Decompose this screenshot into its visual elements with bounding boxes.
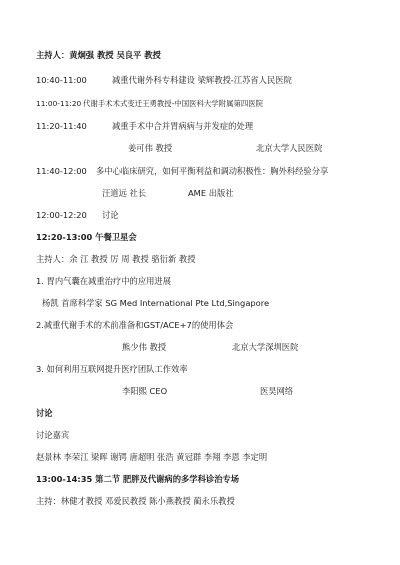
agenda-row [36, 210, 119, 221]
speaker-row [122, 342, 298, 353]
agenda-text: 减重代谢外科专科建设 梁辉教授-江苏省人民医院 [112, 75, 292, 85]
agenda-time: 11:20-11:40 [36, 121, 87, 131]
speaker-row [128, 143, 322, 154]
talk-title: 1. 胃内气囊在减重治疗中的应用进展 [36, 276, 172, 286]
speaker-row [102, 188, 234, 199]
agenda-text: 讨论 [102, 210, 119, 220]
speaker-row [122, 386, 293, 397]
speaker-org: 北京大学人民医院 [256, 143, 323, 153]
lunch-host: 主持人：余 江 教授 厉 周 教授 骆衍新 教授 [36, 254, 196, 264]
agenda-row [36, 166, 328, 177]
discussion-guests-label: 讨论嘉宾 [36, 430, 70, 440]
speaker-name: 汪道远 社长 [102, 188, 147, 198]
agenda-time: 12:00-12:20 [36, 210, 87, 220]
lunch-title: 12:20-13:00 午餐卫星会 [36, 232, 137, 242]
speaker-org: AME 出版社 [188, 188, 234, 198]
speaker-org: 医昊网络 [260, 386, 294, 396]
agenda-time: 11:40-12:00 [36, 166, 87, 176]
agenda-text: 减重手术中合并胃病病与并发症的处理 [112, 121, 254, 131]
session1-host: 主持人：黄炯强 教授 吴良平 教授 [36, 50, 161, 60]
agenda-text: 代谢手术术式变迁王勇教授-中国医科大学附属第四医院 [83, 99, 264, 108]
speaker-name: 熊少伟 教授 [122, 342, 167, 352]
session2-title: 13:00-14:35 第二节 肥胖及代谢病的多学科诊治专场 [36, 474, 240, 484]
talk-title: 3. 如何利用互联网提升医疗团队工作效率 [36, 364, 188, 374]
speaker-name: 李阳熙 CEO [122, 386, 168, 396]
talk-title: 2.减重代谢手术的术前准备和GST/ACE+7的使用体会 [36, 320, 234, 330]
agenda-time: 11:00-11:20 [36, 99, 82, 108]
agenda-row [36, 75, 292, 86]
speaker-org: 北京大学深圳医院 [232, 342, 299, 352]
discussion-guests: 赵景林 李荣江 梁晖 谢锷 唐超明 张浩 黄冠群 李翔 李恩 李定明 [36, 452, 268, 462]
agenda-text: 多中心临床研究，如何平衡利益和调动积极性：胸外科经验分享 [96, 166, 329, 176]
agenda-row [36, 98, 263, 109]
discussion-title: 讨论 [36, 408, 53, 418]
agenda-row [36, 121, 253, 132]
talk-speaker: 杨凯 首席科学家 SG Med International Pte Ltd,Singapore [42, 298, 270, 308]
speaker-name: 姜可伟 教授 [128, 143, 173, 153]
session2-host: 主持：林健才教授 邓爱民教授 陈小燕教授 蔺永乐教授 [36, 496, 235, 506]
agenda-time: 10:40-11:00 [36, 75, 87, 85]
